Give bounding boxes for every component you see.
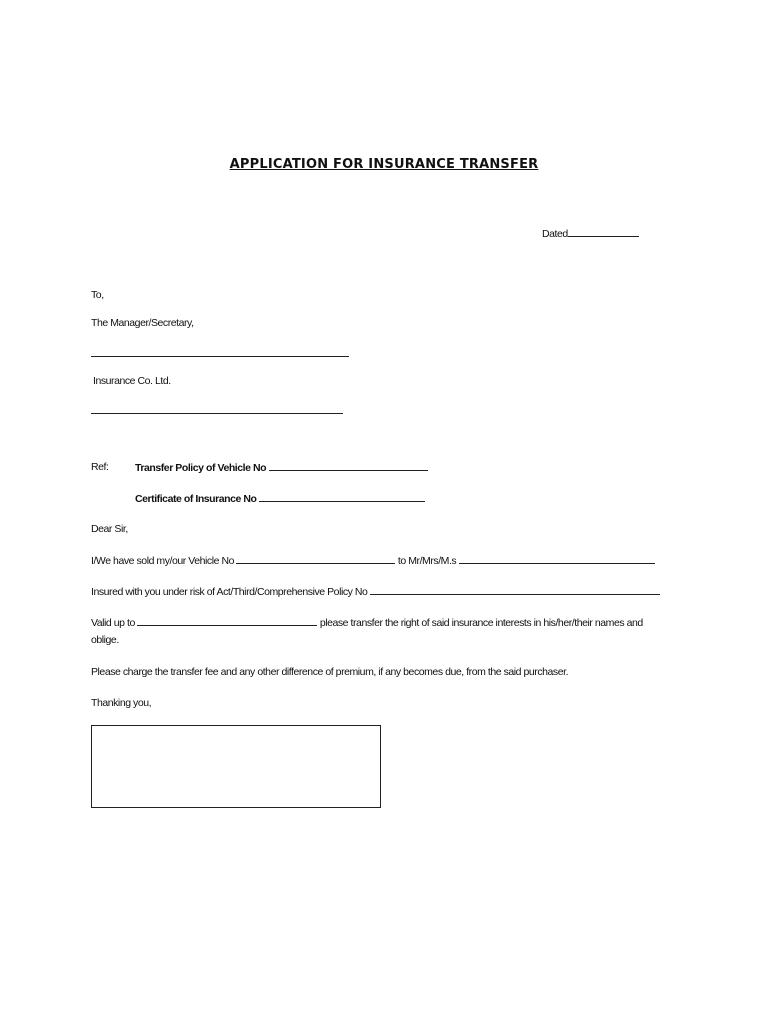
- sale-paragraph: [91, 554, 655, 567]
- certificate-number-blank[interactable]: [259, 492, 425, 502]
- ref-vehicle-line: [135, 461, 428, 474]
- insurer-label: Insurance Co. Ltd.: [93, 375, 171, 387]
- ref-label: Ref:: [91, 461, 109, 473]
- fee-paragraph: Please charge the transfer fee and any other difference of premium, if any becomes due, from the said purchaser.: [91, 666, 569, 678]
- to-label: To,: [91, 289, 104, 301]
- dated-label: Dated: [542, 228, 568, 240]
- valid-up-to-blank[interactable]: [137, 616, 317, 626]
- policy-paragraph: [91, 585, 660, 598]
- oblige-text: oblige.: [91, 634, 119, 646]
- date-line: [542, 227, 639, 240]
- document-title: APPLICATION FOR INSURANCE TRANSFER: [229, 157, 539, 172]
- sold-vehicle-number-blank[interactable]: [236, 554, 395, 564]
- policy-text: Insured with you under risk of Act/Third/Comprehensive Policy No: [91, 586, 368, 598]
- addressee-name-blank[interactable]: [91, 356, 349, 357]
- salutation: Dear Sir,: [91, 523, 128, 535]
- ref-vehicle-label: Transfer Policy of Vehicle No: [135, 462, 267, 474]
- sale-text: I/We have sold my/our Vehicle No: [91, 555, 234, 567]
- insurer-address-blank[interactable]: [91, 413, 343, 414]
- ref-certificate-line: [135, 492, 425, 505]
- valid-up-to-text: Valid up to: [91, 617, 135, 629]
- purchaser-name-blank[interactable]: [459, 554, 655, 564]
- vehicle-number-blank[interactable]: [269, 461, 428, 471]
- ref-certificate-label: Certificate of Insurance No: [135, 493, 257, 505]
- policy-number-blank[interactable]: [370, 585, 660, 595]
- closing-text: Thanking you,: [91, 697, 152, 709]
- date-blank[interactable]: [568, 227, 639, 237]
- validity-paragraph: [91, 616, 643, 629]
- transfer-request-text: please transfer the right of said insurance interests in his/her/their names and: [319, 617, 643, 629]
- purchaser-text: to Mr/Mrs/M.s: [397, 555, 457, 567]
- addressee-label: The Manager/Secretary,: [91, 317, 194, 329]
- signature-box[interactable]: [91, 725, 381, 808]
